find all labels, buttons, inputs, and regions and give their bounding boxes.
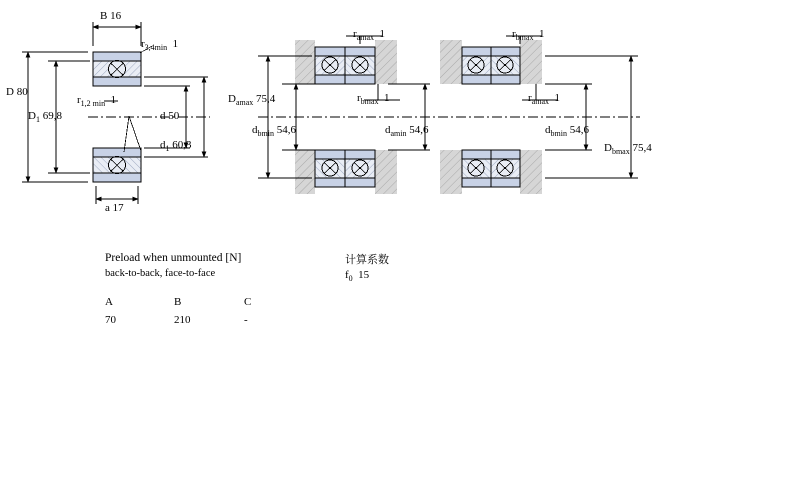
dim-label-rbmax-top-right: $r_{bmax}$ 1	[512, 28, 545, 43]
preload-heading: Preload when unmounted [N]	[105, 252, 242, 264]
dim-label-Damax: $D_{amax}$ 75,4	[228, 93, 276, 108]
dim-label-damin: $d_{amin}$ 54,6	[385, 124, 429, 139]
preload-value-B: 210	[174, 314, 191, 326]
dim-label-d1: $d_1$ 60,3	[160, 139, 192, 154]
dim-label-dbmin-left: $d_{bmin}$ 54,6	[252, 124, 296, 139]
calculation-factor-value: $f_0$ 15	[345, 269, 370, 284]
dim-label-dbmin-right: $d_{bmin}$ 54,6	[545, 124, 589, 139]
dim-label-r12min: $r_{1,2 min}$ 1	[77, 94, 117, 109]
preload-column-header-C: C	[244, 296, 252, 308]
dim-label-Dbmax: $D_{bmax}$ 75,4	[604, 142, 652, 157]
dim-label-d: d 50	[160, 110, 180, 122]
dim-label-B: B 16	[100, 10, 122, 22]
dim-label-ramax-top-left: $r_{amax}$ 1	[353, 28, 385, 43]
preload-value-C: -	[244, 314, 248, 326]
dim-label-rbmax-mid: $r_{bmax}$ 1	[357, 92, 390, 107]
dim-label-r34min: $r_{3,4min}$ 1	[141, 38, 179, 53]
dim-label-ramax-mid: $r_{amax}$ 1	[528, 92, 560, 107]
preload-column-header-B: B	[174, 296, 182, 308]
dim-label-D: D 80	[6, 86, 28, 98]
calculation-factor-heading: 计算系数	[345, 253, 389, 266]
dim-label-D1: $D_1$ 69,8	[28, 110, 62, 125]
preload-subheading: back-to-back, face-to-face	[105, 268, 216, 279]
dim-label-a: a 17	[105, 202, 124, 214]
preload-column-header-A: A	[105, 296, 113, 308]
preload-value-A: 70	[105, 314, 116, 326]
